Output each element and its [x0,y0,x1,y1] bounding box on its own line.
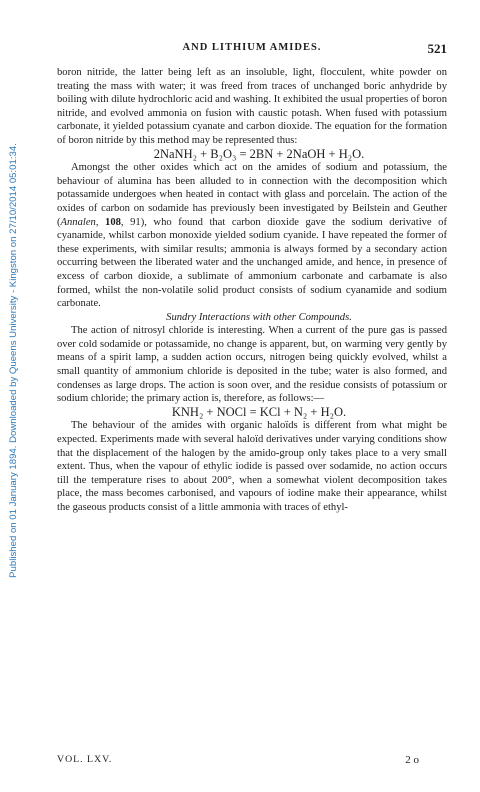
paragraph-oxides-text-b: , 91), who found that carbon dioxide gave the sodium derivative of cyanamide, whilst carbon monoxide yielded sodium cyanide. I have repeated the former of these experiments, with similar results; ammonia is always formed by a secondary action occurring between the liberated water and the unchanged amide, and hence, in presence of excess of carbon dioxide, a sublimate of ammonium carbonate and carbamate is also formed, whilst the non-volatile solid product consists of sodium cyanamide and sodium carbonate. [57,216,448,310]
running-title: AND LITHIUM AMIDES. [182,42,322,53]
paragraph-boron-nitride: boron nitride, the latter being left as an insoluble, light, flocculent, white powder on treating the mass with water; it was freed from traces of unchanged boric anhydride by boiling with dilute hydrochloric acid and washing. It exhibited the usual properties of boron nitride, and evolved ammonia on fusion with caustic potash. When fused with potassium carbonate, it yielded potassium cyanate and carbon dioxide. The equation for the formation of boron nitride by this method may be represented thus: [57,67,447,146]
page-number: 521 [427,41,447,56]
page [57,41,448,766]
download-watermark [6,40,20,680]
download-watermark-text: Published on 01 January 1894. Downloaded by Queens University - Kingston on 27/10/2014 05:01:34. [7,142,19,578]
journal-citation: Annalen [60,216,96,228]
section-heading: Sundry Interactions with other Compounds. [166,311,352,323]
paragraph-organic-haloids: The behaviour of the amides with organic haloïds is different from what might be expected. Experiments made with several haloïd derivatives under varying conditions show that the displacement of the halogen by the amido-group only takes place to a very small extent. Thus, when the vapour of ethylic iodide is passed over sodamide, no action occurs till the temperature rises to about 200°, when a somewhat violent decomposition takes place, the mass becomes carbonised, and vapours of iodine make their appearance, whilst the gaseous products consist of a little ammonia with traces of ethyl- [57,420,447,513]
running-head [57,42,447,60]
citation-separator: , [95,216,106,228]
signature-mark: 2 o [405,754,419,766]
page-footer [57,754,447,768]
article-body [57,66,447,515]
volume-label: VOL. LXV. [57,754,113,765]
equation-boron-nitride: 2NaNH₂ + B₂O₃ = 2BN + 2NaOH + H₂O. [153,146,365,161]
paragraph-oxides [57,161,447,311]
equation-nitrosyl-chloride: KNH₂ + NOCl = KCl + N₂ + H₂O. [171,404,347,419]
paragraph-oxides-text-a: Amongst the other oxides which act on the amides of sodium and potassium, the behaviour of alumina has been alluded to in connection with the decomposition which potassamide undergoes when heated in contact with glass and porcelain. The action of the oxides of carbon on sodamide has previously been investigated by Beilstein and Geuther ( [57,162,447,228]
paragraph-nitrosyl-chloride: The action of nitrosyl chloride is interesting. When a current of the pure gas is passed over cold sodamide or potassamide, no change is apparent, but, on warming very gently by means of a spirit lamp, a sudden action occurs, nitrogen being quickly evolved, whilst a small quantity of ammonium chloride is deposited in the tube; water is also formed, and condenses as large drops. The action is soon over, and the residue consists of potassium or sodium chloride; the primary action is, therefore, as follows:— [57,325,447,405]
citation-volume: 108 [105,216,121,228]
